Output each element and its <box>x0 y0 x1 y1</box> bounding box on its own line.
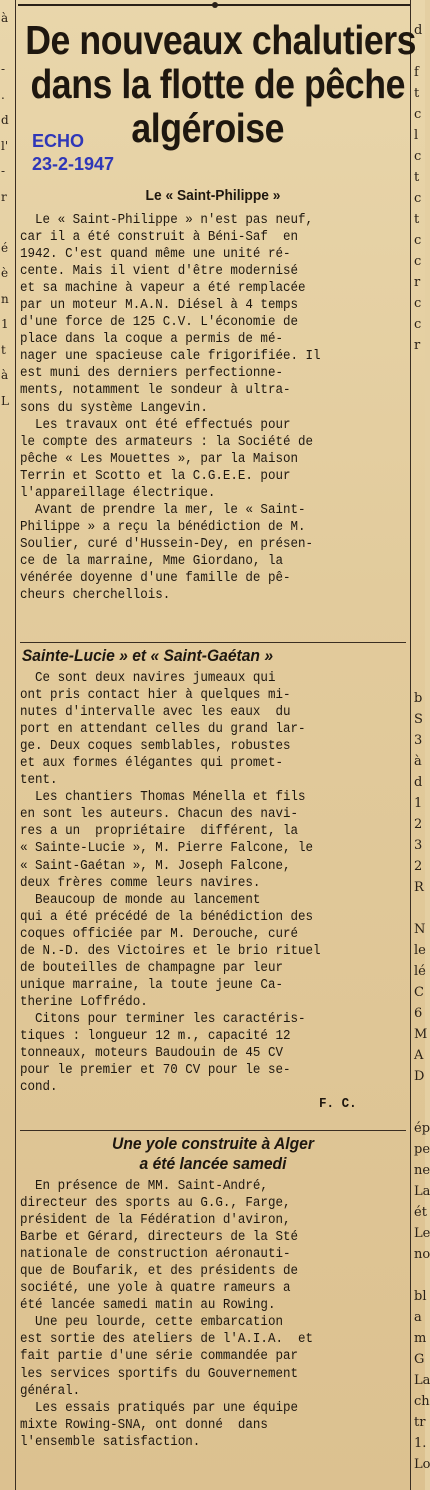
section-two-trawlers <box>20 640 406 1113</box>
section-yole <box>20 1128 406 1451</box>
text-line: therine Loffrédo. <box>20 994 148 1010</box>
text-line: res a un propriétaire différent, la <box>20 824 299 840</box>
text-line: Les chantiers Thomas Ménella et fils <box>20 790 306 806</box>
text-line: 1942. C'est quand même une unité ré- <box>20 247 291 263</box>
text-line: général. <box>20 1383 81 1399</box>
text-line: et sa machine à vapeur a été remplacée <box>20 281 306 297</box>
text-line: Soulier, curé d'Hussein-Dey, en présen- <box>20 536 314 552</box>
top-rule <box>18 4 411 6</box>
text-line: les services sportifs du Gouvernement <box>20 1366 299 1382</box>
text-line: car il a été construit à Béni-Saf en <box>20 230 299 246</box>
text-line: sons du système Langevin. <box>20 400 208 416</box>
text-line: Beaucoup de monde au lancement <box>20 892 261 908</box>
section-divider <box>20 642 406 643</box>
stamp-source: ECHO <box>32 131 85 151</box>
section-title-line-2: a été lancée samedi <box>139 1154 287 1173</box>
section-title: Sainte-Lucie » et « Saint-Gaétan » <box>21 646 274 665</box>
text-line: par un moteur M.A.N. Diésel à 4 temps <box>20 298 299 314</box>
text-line: d'une force de 125 C.V. L'économie de <box>20 315 299 331</box>
text-line: tiques : longueur 12 m., capacité 12 <box>20 1028 291 1044</box>
text-line: « Saint-Gaétan », M. Joseph Falcone, <box>20 858 291 874</box>
text-line: tonneaux, moteurs Baudouin de 45 CV <box>20 1046 283 1062</box>
section-saint-philippe <box>20 186 406 604</box>
headline-line-1: De nouveaux chalutiers <box>25 17 417 63</box>
text-line: place dans la coque a permis de mé- <box>20 332 283 348</box>
text-line: que de Boufarik, et des présidents de <box>20 1264 299 1280</box>
text-line: coques officiée par M. Derouche, curé <box>20 926 299 942</box>
text-line: et aux formes élégantes qui promet- <box>20 756 283 772</box>
text-line: port en attendant celles du grand lar- <box>20 722 306 738</box>
text-line: directeur des sports au G.G., Farge, <box>20 1196 291 1212</box>
text-line: tent. <box>20 773 58 789</box>
text-line: Avant de prendre la mer, le « Saint- <box>20 502 306 518</box>
text-line: unique marraine, la toute jeune Ca- <box>20 977 283 993</box>
text-line: l'ensemble satisfaction. <box>20 1434 201 1450</box>
right-column-rule <box>410 0 411 1490</box>
text-line: en sont les auteurs. Chacun des navi- <box>20 807 299 823</box>
text-line: Terrin et Scotto et la C.G.E.E. pour <box>20 468 291 484</box>
text-line: ge. Deux coques semblables, robustes <box>20 739 291 755</box>
text-line: ments, notamment le sondeur à ultra- <box>20 383 291 399</box>
text-line: Citons pour terminer les caractéris- <box>20 1011 306 1027</box>
text-line: nager une spacieuse cale frigorifiée. Il <box>20 349 321 365</box>
text-line: de N.-D. des Victoires et le brio rituel <box>20 943 321 959</box>
headline-line-2: dans la flotte de pêche <box>30 61 405 107</box>
right-margin-text-middle: b S 3 à d 1 2 3 2 R N le lé C 6 M A D <box>414 691 428 1084</box>
section-divider <box>20 1130 406 1131</box>
text-line: président de la Fédération d'aviron, <box>20 1213 291 1229</box>
article-body <box>20 1178 381 1451</box>
text-line: Les essais pratiqués par une équipe <box>20 1400 299 1416</box>
text-line: Philippe » a reçu la bénédiction de M. <box>20 519 306 535</box>
text-line: nutes d'intervalle avec les eaux du <box>20 705 291 721</box>
stamp-date: 23-2-1947 <box>32 154 115 174</box>
text-line: Les travaux ont été effectués pour <box>20 417 291 433</box>
text-line: Barbe et Gérard, directeurs de la Sté <box>20 1230 299 1246</box>
text-line: « Sainte-Lucie », M. Pierre Falcone, le <box>20 841 314 857</box>
archive-stamp <box>32 130 114 176</box>
text-line: Ce sont deux navires jumeaux qui <box>20 671 276 686</box>
text-line: ce de la marraine, Mme Giordano, la <box>20 553 283 569</box>
left-column-rule <box>15 0 16 1490</box>
text-line: est muni des derniers perfectionne- <box>20 366 283 382</box>
text-line: nationale de construction aéronauti- <box>20 1247 291 1263</box>
text-line: été lancée samedi matin au Rowing. <box>20 1298 276 1314</box>
text-line: mixte Rowing-SNA, ont donné dans <box>20 1417 268 1433</box>
text-line: de bouteilles de champagne par leur <box>20 960 283 976</box>
text-line: ont pris contact hier à quelques mi- <box>20 688 291 704</box>
right-margin-text-bottom: ép pe ne La ét Le no bl a m G La ch tr 1. Lo <box>414 1121 430 1472</box>
text-line: pour le premier et 70 CV pour le se- <box>20 1063 291 1079</box>
text-line: est sortie des ateliers de l'A.I.A. et <box>20 1332 314 1348</box>
text-line: Une peu lourde, cette embarcation <box>20 1315 283 1331</box>
text-line: pêche « Les Mouettes », par la Maison <box>20 451 299 467</box>
text-line: qui a été précédé de la bénédiction des <box>20 909 314 925</box>
text-line: Le « Saint-Philippe » n'est pas neuf, <box>20 213 314 228</box>
text-line: l'appareillage électrique. <box>20 485 216 501</box>
text-line: le compte des armateurs : la Société de <box>20 434 314 450</box>
text-line: vénérée doyenne d'une famille de pê- <box>20 570 291 586</box>
text-line: cheurs cherchellois. <box>20 588 171 604</box>
left-margin-text: à - . d l' - r é è n 1 t à L <box>1 11 9 408</box>
text-line: En présence de MM. Saint-André, <box>20 1179 268 1194</box>
text-line: deux frères comme leurs navires. <box>20 875 261 891</box>
text-line: cente. Mais il vient d'être modernisé <box>20 264 299 280</box>
text-line: cond. <box>20 1080 58 1096</box>
right-margin-text-top: d f t c l c t c t c c r c c r <box>414 23 423 353</box>
section-title-line-1: Une yole construite à Alger <box>112 1134 314 1153</box>
article-body <box>20 212 381 604</box>
article-body <box>20 670 381 1096</box>
text-line: société, une yole à quatre rameurs a <box>20 1281 291 1297</box>
headline-line-3: algéroise <box>131 105 285 151</box>
text-line: fait partie d'une série commandée par <box>20 1349 299 1365</box>
author-signature: F. C. <box>319 1097 357 1113</box>
section-title: Le « Saint-Philippe » <box>145 187 281 204</box>
